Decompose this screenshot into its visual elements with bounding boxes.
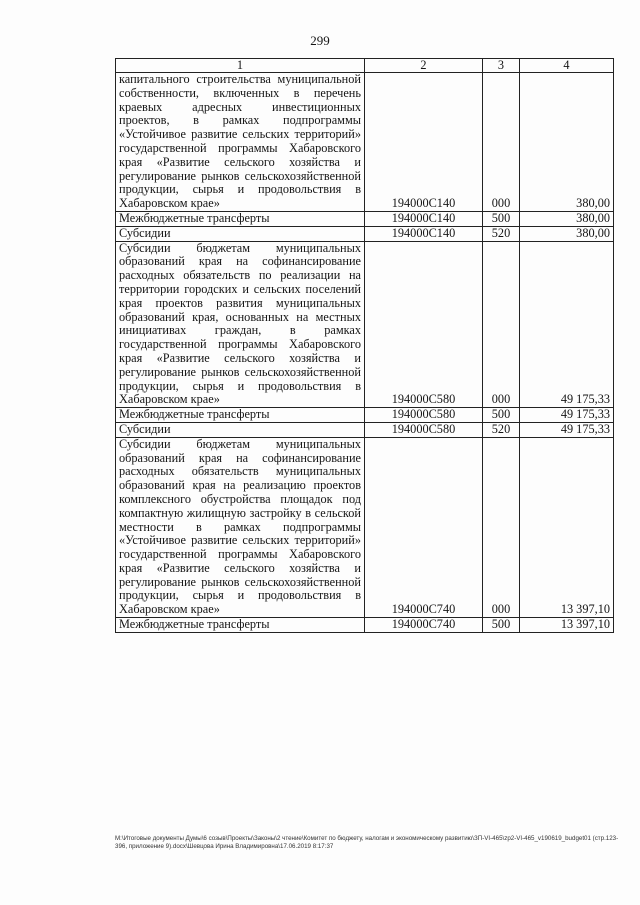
expense-type-code: 000 xyxy=(483,437,520,617)
amount-value: 380,00 xyxy=(520,73,614,212)
target-article-code: 194000С740 xyxy=(365,618,483,633)
target-article-code: 194000С740 xyxy=(365,437,483,617)
amount-value: 13 397,10 xyxy=(520,437,614,617)
table-row xyxy=(116,73,614,212)
expense-name: Субсидии бюджетам муниципальных образований края на софинансирование расходных обязательств по реализации на территории городских и сельских поселений края проектов развития муниципальных образований края, основанных на местных инициативах граждан, в рамках государственной программы Хабаровского края «Развитие сельского хозяйства и регулирование рынков сельскохозяйственной продукции, сырья и продовольствия в Хабаровском крае» xyxy=(116,241,365,408)
amount-value: 380,00 xyxy=(520,226,614,241)
table-row xyxy=(116,211,614,226)
column-header: 4 xyxy=(520,59,614,73)
expense-name: Межбюджетные трансферты xyxy=(116,408,365,423)
target-article-code: 194000С140 xyxy=(365,226,483,241)
amount-value: 49 175,33 xyxy=(520,241,614,408)
expense-type-code: 520 xyxy=(483,422,520,437)
target-article-code: 194000С140 xyxy=(365,73,483,212)
expense-name: Субсидии xyxy=(116,226,365,241)
document-path-footer: М:\Итоговые документы Думы\6 созыв\Проекты\Законы\2 чтение\Комитет по бюджету, налогам и экономическому развитию\ЗП-VI-465\zp2-VI-465_v190619_budget01 (стр.123-396, приложение 9).docx\Шевцова Ирина Владимировна\17.06.2019 8:17:37 xyxy=(115,835,619,850)
target-article-code: 194000С140 xyxy=(365,211,483,226)
expense-name: Межбюджетные трансферты xyxy=(116,618,365,633)
expense-type-code: 500 xyxy=(483,408,520,423)
amount-value: 380,00 xyxy=(520,211,614,226)
amount-value: 49 175,33 xyxy=(520,408,614,423)
expense-type-code: 500 xyxy=(483,211,520,226)
column-header: 3 xyxy=(483,59,520,73)
target-article-code: 194000С580 xyxy=(365,408,483,423)
target-article-code: 194000С580 xyxy=(365,422,483,437)
target-article-code: 194000С580 xyxy=(365,241,483,408)
expense-name: капитального строительства муниципальной собственности, включенных в перечень краевых адресных инвестиционных проектов, в рамках подпрограммы «Устойчивое развитие сельских территорий» государственной программы Хабаровского края «Развитие сельского хозяйства и регулирование рынков сельскохозяйственной продукции, сырья и продовольствия в Хабаровском крае» xyxy=(116,73,365,212)
expense-type-code: 000 xyxy=(483,241,520,408)
expense-type-code: 520 xyxy=(483,226,520,241)
column-header: 2 xyxy=(365,59,483,73)
budget-table xyxy=(115,58,614,633)
amount-value: 49 175,33 xyxy=(520,422,614,437)
table-row xyxy=(116,226,614,241)
table-row xyxy=(116,408,614,423)
table-row xyxy=(116,241,614,408)
expense-name: Субсидии xyxy=(116,422,365,437)
expense-name: Межбюджетные трансферты xyxy=(116,211,365,226)
table-row xyxy=(116,618,614,633)
amount-value: 13 397,10 xyxy=(520,618,614,633)
page-number: 299 xyxy=(310,33,330,48)
expense-name: Субсидии бюджетам муниципальных образований края на софинансирование расходных обязательств муниципальных образований края на реализацию проектов комплексного обустройства площадок под компактную жилищную застройку в сельской местности в рамках подпрограммы «Устойчивое развитие сельских территорий» государственной программы Хабаровского края «Развитие сельского хозяйства и регулирование рынков сельскохозяйственной продукции, сырья и продовольствия в Хабаровском крае» xyxy=(116,437,365,617)
table-row xyxy=(116,437,614,617)
column-header: 1 xyxy=(116,59,365,73)
table-row xyxy=(116,422,614,437)
expense-type-code: 000 xyxy=(483,73,520,212)
table-header-row xyxy=(116,59,614,73)
expense-type-code: 500 xyxy=(483,618,520,633)
